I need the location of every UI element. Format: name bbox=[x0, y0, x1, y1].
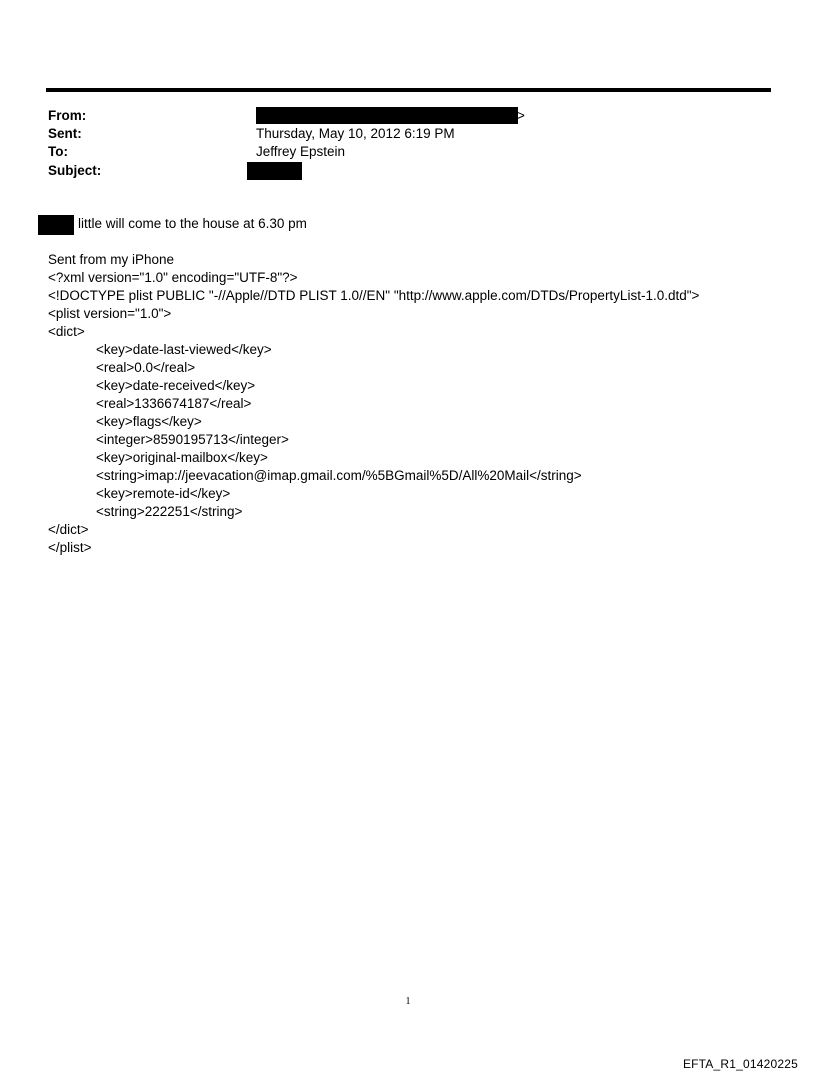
sent-label: Sent: bbox=[48, 126, 82, 141]
from-value-suffix: > bbox=[517, 108, 525, 123]
plist-line: <real>1336674187</real> bbox=[96, 396, 252, 411]
sent-value: Thursday, May 10, 2012 6:19 PM bbox=[256, 126, 455, 141]
page-number: 1 bbox=[405, 996, 411, 1007]
message-signature: Sent from my iPhone bbox=[48, 252, 175, 267]
body-redaction bbox=[38, 215, 74, 235]
subject-label: Subject: bbox=[48, 163, 102, 178]
document-id: EFTA_R1_01420225 bbox=[682, 1057, 798, 1071]
plist-line: <integer>8590195713</integer> bbox=[96, 432, 289, 447]
plist-line: <plist version="1.0"> bbox=[48, 306, 172, 321]
plist-line: </plist> bbox=[48, 540, 92, 555]
plist-line: <real>0.0</real> bbox=[96, 360, 196, 375]
plist-line: <key>date-last-viewed</key> bbox=[96, 342, 272, 357]
message-first-line: little will come to the house at 6.30 pm bbox=[78, 216, 307, 231]
plist-line: <string>imap://jeevacation@imap.gmail.com/%5BGmail%5D/All%20Mail</string> bbox=[96, 468, 582, 483]
from-redaction bbox=[256, 107, 518, 124]
from-label: From: bbox=[48, 108, 87, 123]
subject-redaction bbox=[247, 162, 302, 180]
plist-line: <dict> bbox=[48, 324, 85, 339]
plist-line: <!DOCTYPE plist PUBLIC "-//Apple//DTD PLIST 1.0//EN" "http://www.apple.com/DTDs/PropertyList-1.0.dtd"> bbox=[48, 288, 700, 303]
to-label: To: bbox=[48, 144, 68, 159]
top-rule bbox=[46, 88, 771, 92]
to-value: Jeffrey Epstein bbox=[256, 144, 346, 159]
plist-line: <key>remote-id</key> bbox=[96, 486, 231, 501]
plist-line: <?xml version="1.0" encoding="UTF-8"?> bbox=[48, 270, 298, 285]
plist-line: <key>original-mailbox</key> bbox=[96, 450, 268, 465]
plist-line: <key>flags</key> bbox=[96, 414, 202, 429]
plist-line: <key>date-received</key> bbox=[96, 378, 256, 393]
plist-line: <string>222251</string> bbox=[96, 504, 243, 519]
plist-line: </dict> bbox=[48, 522, 89, 537]
